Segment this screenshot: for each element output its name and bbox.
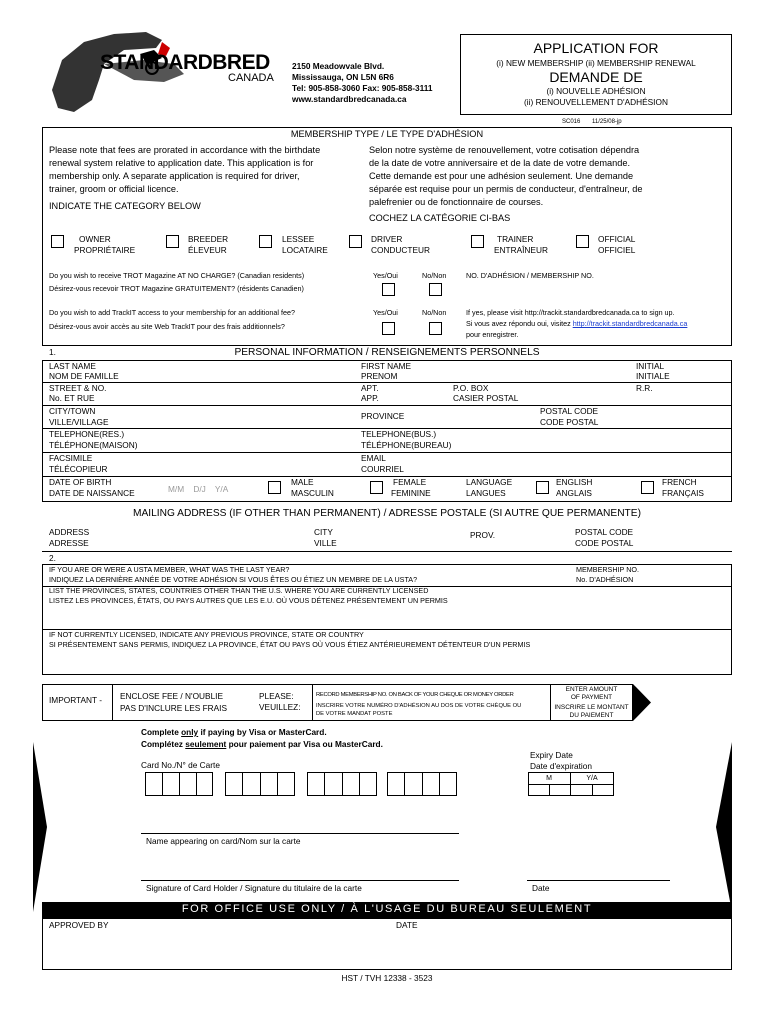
expiry-year-label: Y/A	[586, 775, 598, 782]
language-label: LANGUAGE	[466, 477, 513, 487]
postal-code-label: POSTAL CODE	[540, 406, 599, 416]
anglais-label: ANGLAIS	[556, 488, 592, 498]
previous-license-fr: SI PRÉSENTEMENT SANS PERMIS, INDIQUEZ LA PROVINCE, ÉTAT OU PAYS OÙ VOUS ÉTIEZ ANTÉRIEUREMENT DÉTENTEUR D'UN PERMIS	[49, 640, 531, 649]
card-number-label: Card No./N° de Carte	[141, 760, 220, 770]
pay-fr-a: Complétez	[141, 739, 186, 749]
signature-label: Signature of Card Holder / Signature du titulaire de la carte	[146, 883, 362, 893]
trot-question-en: Do you wish to receive TROT Magazine AT NO CHARGE? (Canadian residents)	[49, 271, 305, 280]
trot-yes-label: Yes/Oui	[373, 271, 398, 280]
breeder-label-en: BREEDER	[188, 234, 229, 244]
usta-member-no-en: MEMBERSHIP NO.	[576, 565, 639, 574]
membership-fr-text-3: Cette demande est pour une adhésion seulement. Une demande	[369, 171, 634, 181]
initial-label: INITIAL	[636, 361, 665, 371]
english-label: ENGLISH	[556, 477, 593, 487]
rr-label: R.R.	[636, 383, 653, 393]
owner-label-en: OWNER	[79, 234, 111, 244]
enclose-fee-en: ENCLOSE FEE / N'OUBLIE	[120, 691, 224, 701]
casier-label: CASIER POSTAL	[453, 393, 519, 403]
signature-date-label: Date	[532, 883, 550, 893]
trackit-yes-checkbox[interactable]	[382, 322, 395, 335]
mailing-address-title: MAILING ADDRESS (IF OTHER THAN PERMANENT) / ADRESSE POSTALE (SI AUTRE QUE PERMANENTE)	[133, 508, 641, 519]
mailing-city-label: CITY	[314, 527, 333, 537]
application-subtitle-fr-2: (ii) RENOUVELLEMENT D'ADHÉSION	[524, 97, 668, 107]
mailing-prov-label: PROV.	[470, 530, 496, 540]
email-label: EMAIL	[361, 453, 386, 463]
female-checkbox[interactable]	[370, 481, 383, 494]
form-date: 11/25/08-jp	[592, 119, 622, 125]
header-phone: Tel: 905-858-3060 Fax: 905-858-3111	[292, 83, 433, 93]
pay-en-a: Complete	[141, 727, 182, 737]
apt-label: APT.	[361, 383, 379, 393]
breeder-checkbox[interactable]	[166, 235, 179, 248]
veuillez-label: VEUILLEZ:	[259, 702, 301, 712]
telecopieur-label: TÉLÉCOPIEUR	[49, 464, 108, 474]
po-box-label: P.O. BOX	[453, 383, 489, 393]
lessee-label-fr: LOCATAIRE	[282, 245, 328, 255]
record-member-no-fr-2: DE VOTRE MANDAT POSTE	[316, 711, 393, 717]
important-label: IMPORTANT -	[49, 695, 103, 705]
trot-no-checkbox[interactable]	[429, 283, 442, 296]
mailing-address-label: ADDRESS	[49, 527, 90, 537]
last-name-label: LAST NAME	[49, 361, 96, 371]
membership-fr-text-2: de la date de votre anniversaire et de la date de votre demande.	[369, 158, 630, 168]
langues-label: LANGUES	[466, 488, 506, 498]
please-label: PLEASE:	[259, 691, 294, 701]
tel-res-label: TELEPHONE(RES.)	[49, 429, 125, 439]
trainer-label-fr: ENTRAÎNEUR	[494, 245, 548, 255]
payment-instruction-fr	[141, 740, 383, 750]
section-1-number: 1.	[49, 347, 56, 357]
dob-format: M/M D/J Y/A	[168, 484, 229, 494]
driver-label-en: DRIVER	[371, 234, 403, 244]
membership-en-text-4: trainer, groom or official licence.	[49, 184, 179, 194]
francais-label: FRANÇAIS	[662, 488, 704, 498]
trackit-link[interactable]: http://trackit.standardbredcanada.ca	[572, 319, 688, 328]
driver-checkbox[interactable]	[349, 235, 362, 248]
application-title-en: APPLICATION FOR	[533, 40, 659, 56]
feminine-label: FEMININE	[391, 488, 431, 498]
expiry-label-en: Expiry Date	[530, 750, 573, 760]
nom-famille-label: NOM DE FAMILLE	[49, 371, 119, 381]
male-checkbox[interactable]	[268, 481, 281, 494]
mailing-adresse-label: ADRESSE	[49, 538, 89, 548]
pay-en-b: only	[181, 727, 199, 737]
office-use-box	[42, 918, 732, 970]
ville-label: VILLE/VILLAGE	[49, 417, 109, 427]
membership-en-text-1: Please note that fees are prorated in accordance with the birthdate	[49, 145, 321, 155]
membership-en-text-2: renewal system relative to application date. This application is for	[49, 158, 314, 168]
trackit-question-en: Do you wish to add TrackIT access to your membership for an additional fee?	[49, 308, 295, 317]
left-margin-triangle	[33, 742, 47, 912]
personal-info-title: PERSONAL INFORMATION / RENSEIGNEMENTS PERSONNELS	[234, 347, 540, 358]
trot-question-fr: Désirez-vous recevoir TROT Magazine GRATUITEMENT? (résidents Canadien)	[49, 284, 304, 293]
fax-label: FACSIMILE	[49, 453, 93, 463]
name-on-card-label: Name appearing on card/Nom sur la carte	[146, 836, 301, 846]
enter-amount-2: OF PAYMENT	[570, 694, 613, 701]
province-label: PROVINCE	[361, 411, 405, 421]
usta-member-no-fr: No. D'ADHÉSION	[576, 575, 634, 584]
mailing-code-postal-label: CODE POSTAL	[575, 538, 634, 548]
street-label: STREET & NO.	[49, 383, 107, 393]
app-label: APP.	[361, 393, 379, 403]
arrow-right-icon	[633, 684, 651, 721]
code-postal-label: CODE POSTAL	[540, 417, 599, 427]
trainer-label-en: TRAINER	[497, 234, 534, 244]
trot-yes-checkbox[interactable]	[382, 283, 395, 296]
enter-amount-4: DU PAIEMENT	[569, 712, 614, 719]
membership-fr-indicate: COCHEZ LA CATÉGORIE CI-BAS	[369, 213, 511, 223]
hst-number: HST / TVH 12338 - 3523	[341, 973, 433, 983]
section-2-number: 2.	[49, 553, 56, 563]
previous-license-en: IF NOT CURRENTLY LICENSED, INDICATE ANY PREVIOUS PROVINCE, STATE OR COUNTRY	[49, 630, 364, 639]
tel-bus-label: TELEPHONE(BUS.)	[361, 429, 437, 439]
city-label: CITY/TOWN	[49, 406, 96, 416]
approved-by-label: APPROVED BY	[49, 920, 109, 930]
membership-en-indicate: INDICATE THE CATEGORY BELOW	[49, 201, 201, 211]
rue-label: No. ET RUE	[49, 393, 95, 403]
pay-fr-c: pour paiement par Visa ou MasterCard.	[226, 739, 383, 749]
record-member-no-fr-1: INSCRIRE VOTRE NUMÉRO D'ADHÉSION AU DOS DE VOTRE CHÈQUE OU	[316, 703, 522, 709]
trackit-info-fr-2: pour enregistrer.	[466, 330, 519, 339]
header-website: www.standardbredcanada.ca	[292, 94, 407, 104]
breeder-label-fr: ÉLEVEUR	[188, 245, 227, 255]
logo-brand-text: STANDARDBRED	[100, 51, 270, 74]
official-checkbox[interactable]	[576, 235, 589, 248]
usta-question-en: IF YOU ARE OR WERE A USTA MEMBER, WHAT WAS THE LAST YEAR?	[49, 565, 290, 574]
membership-number-label: NO. D'ADHÉSION / MEMBERSHIP NO.	[466, 271, 594, 280]
enter-amount-3: INSCRIRE LE MONTANT	[554, 704, 629, 711]
logo-country-text: CANADA	[228, 72, 274, 84]
trackit-info-fr	[466, 320, 687, 328]
pay-fr-b: seulement	[185, 739, 227, 749]
trackit-no-checkbox[interactable]	[429, 322, 442, 335]
tel-bureau-label: TÉLÉPHONE(BUREAU)	[361, 440, 452, 450]
licensed-list-en: LIST THE PROVINCES, STATES, COUNTRIES OTHER THAN THE U.S. WHERE YOU ARE CURRENTLY LICENSED	[49, 586, 429, 595]
lessee-label-en: LESSEE	[282, 234, 315, 244]
owner-checkbox[interactable]	[51, 235, 64, 248]
official-label-en: OFFICIAL	[598, 234, 636, 244]
enclose-fee-fr: PAS D'INCLURE LES FRAIS	[120, 703, 228, 713]
tel-maison-label: TÉLÉPHONE(MAISON)	[49, 440, 138, 450]
application-subtitle-en: (i) NEW MEMBERSHIP (ii) MEMBERSHIP RENEWAL	[496, 58, 696, 68]
mailing-ville-label: VILLE	[314, 538, 337, 548]
masculin-label: MASCULIN	[291, 488, 334, 498]
expiry-month-label: M	[546, 775, 552, 782]
english-checkbox[interactable]	[536, 481, 549, 494]
lessee-checkbox[interactable]	[259, 235, 272, 248]
membership-section-title: MEMBERSHIP TYPE / LE TYPE D'ADHÉSION	[290, 129, 484, 139]
trackit-info-en: If yes, please visit http://trackit.standardbredcanada.ca to sign up.	[466, 308, 675, 317]
office-date-label: DATE	[396, 920, 418, 930]
payment-instruction-en	[141, 728, 327, 738]
header-address-2: Mississauga, ON L5N 6R6	[292, 72, 394, 82]
owner-label-fr: PROPRIÉTAIRE	[74, 245, 136, 255]
membership-fr-text-4: séparée est requise pour un permis de conducteur, d'entraîneur, de	[369, 184, 643, 194]
application-title-fr: DEMANDE DE	[549, 69, 643, 85]
initiale-label: INITIALE	[636, 371, 670, 381]
header-address-1: 2150 Meadowvale Blvd.	[292, 61, 385, 71]
record-member-no-en: RECORD MEMBERSHIP NO. ON BACK OF YOUR CHEQUE OR MONEY ORDER	[316, 692, 514, 698]
courriel-label: COURRIEL	[361, 464, 404, 474]
membership-fr-text-5: palefrenier ou de fonctionnaire de courses.	[369, 197, 544, 207]
male-label: MALE	[291, 477, 314, 487]
trot-no-label: No/Non	[422, 271, 447, 280]
mailing-postal-code-label: POSTAL CODE	[575, 527, 634, 537]
office-use-title: FOR OFFICE USE ONLY / À L'USAGE DU BUREAU SEULEMENT	[181, 903, 593, 915]
french-label: FRENCH	[662, 477, 697, 487]
driver-label-fr: CONDUCTEUR	[371, 245, 430, 255]
official-label-fr: OFFICIEL	[598, 245, 636, 255]
enter-amount-1: ENTER AMOUNT	[565, 686, 618, 693]
right-margin-triangle	[716, 742, 732, 912]
form-code: SC016	[562, 119, 581, 125]
trackit-yes-label: Yes/Oui	[373, 308, 398, 317]
trackit-question-fr: Désirez-vous avoir accès au site Web TrackIT pour des frais additionnels?	[49, 322, 285, 331]
female-label: FEMALE	[393, 477, 427, 487]
usta-question-fr: INDIQUEZ LA DERNIÈRE ANNÉE DE VOTRE ADHÉSION SI VOUS ÊTES OU ÉTIEZ UN MEMBRE DE LA USTA?	[49, 575, 418, 584]
trackit-no-label: No/Non	[422, 308, 447, 317]
membership-en-text-3: membership only. A separate application is required for driver,	[49, 171, 300, 181]
membership-fr-text-1: Selon notre système de renouvellement, votre cotisation dépendra	[369, 145, 640, 155]
dob-label: DATE OF BIRTH	[49, 477, 112, 487]
date-naissance-label: DATE DE NAISSANCE	[49, 488, 135, 498]
trainer-checkbox[interactable]	[471, 235, 484, 248]
french-checkbox[interactable]	[641, 481, 654, 494]
trackit-info-fr-text: Si vous avez répondu oui, visitez	[466, 319, 573, 328]
expiry-label-fr: Date d'expiration	[530, 761, 593, 771]
licensed-list-fr: LISTEZ LES PROVINCES, ÉTATS, OU PAYS AUTRES QUE LES E.U. OÙ VOUS DÉTENEZ PRÉSENTEMENT UN PERMIS	[49, 596, 448, 605]
first-name-label: FIRST NAME	[361, 361, 412, 371]
prenom-label: PRENOM	[361, 371, 398, 381]
pay-en-c: if paying by Visa or MasterCard.	[198, 727, 327, 737]
application-subtitle-fr-1: (i) NOUVELLE ADHÉSION	[546, 86, 646, 96]
